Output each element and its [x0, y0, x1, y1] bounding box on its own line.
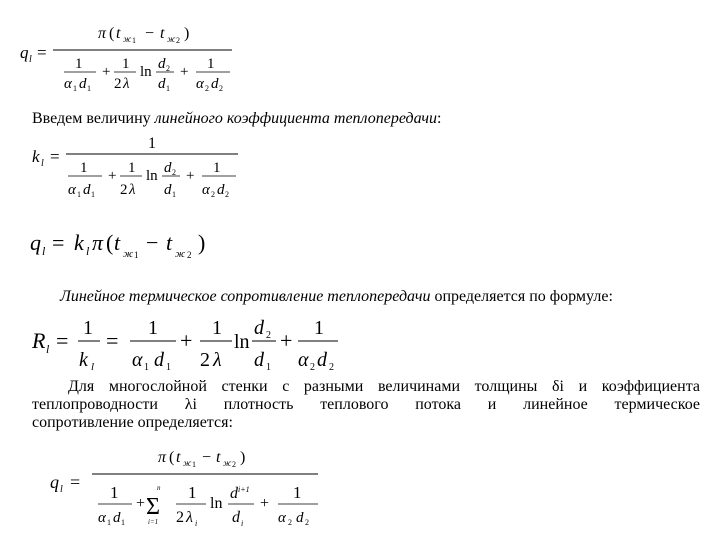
- svg-text:α: α: [202, 182, 210, 198]
- svg-text:ln: ln: [146, 168, 158, 184]
- svg-text:k: k: [32, 147, 40, 166]
- svg-text:(: (: [106, 230, 114, 255]
- svg-text:t: t: [114, 230, 121, 255]
- svg-text:t: t: [116, 25, 121, 42]
- svg-text:λ: λ: [129, 182, 136, 198]
- svg-text:l: l: [86, 244, 90, 258]
- svg-text:d: d: [79, 76, 87, 92]
- svg-text:ж: ж: [123, 248, 134, 260]
- svg-text:1: 1: [80, 160, 88, 176]
- svg-text:=: =: [70, 472, 81, 492]
- svg-text:d: d: [254, 317, 264, 339]
- svg-text:d: d: [83, 182, 91, 198]
- svg-text:1: 1: [148, 135, 156, 152]
- svg-text:i: i: [195, 519, 198, 528]
- svg-text:1: 1: [110, 483, 119, 502]
- formula-lhs-q: q: [20, 43, 29, 62]
- svg-text:2: 2: [120, 182, 128, 198]
- svg-text:ln: ln: [234, 331, 250, 353]
- svg-text:α: α: [68, 182, 76, 198]
- svg-text:=: =: [52, 230, 65, 255]
- svg-text:λ: λ: [186, 509, 193, 526]
- svg-text:1: 1: [144, 362, 149, 373]
- svg-text:d: d: [317, 349, 327, 371]
- svg-text:l: l: [42, 244, 46, 258]
- svg-text:d: d: [158, 56, 166, 72]
- svg-text:2: 2: [200, 349, 210, 371]
- formula-linear-heat-flux: [10, 10, 250, 97]
- svg-text:l: l: [41, 158, 44, 169]
- svg-text:): ): [198, 230, 206, 255]
- svg-text:d: d: [113, 510, 121, 526]
- svg-text:π: π: [158, 449, 167, 466]
- svg-text:d: d: [254, 349, 264, 371]
- svg-text:l: l: [46, 342, 50, 356]
- svg-text:2: 2: [172, 168, 176, 177]
- svg-text:1: 1: [314, 317, 324, 339]
- svg-text:t: t: [160, 25, 165, 42]
- svg-text:1: 1: [128, 160, 136, 176]
- svg-text:i+1: i+1: [238, 485, 250, 494]
- term-linear-coefficient: линейного коэффициента теплопередачи: [154, 110, 438, 127]
- svg-text:−: −: [145, 25, 155, 42]
- svg-text:1: 1: [75, 56, 83, 72]
- svg-text:k: k: [74, 230, 84, 255]
- svg-text:): ): [184, 25, 190, 42]
- svg-text:2: 2: [211, 190, 215, 199]
- svg-text:1: 1: [107, 518, 111, 527]
- svg-text:l: l: [60, 484, 63, 495]
- svg-text:d: d: [164, 182, 172, 198]
- svg-text:1: 1: [266, 362, 271, 373]
- svg-text:+: +: [108, 168, 117, 184]
- svg-text:1: 1: [166, 84, 170, 92]
- svg-text:(: (: [109, 25, 115, 42]
- svg-text:+: +: [136, 495, 146, 512]
- svg-text:d: d: [211, 76, 219, 92]
- intro-paragraph: Введем величину линейного коэффициента теплопередачи:: [32, 110, 442, 127]
- svg-text:d: d: [296, 510, 304, 526]
- svg-text:2: 2: [225, 190, 229, 199]
- svg-text:+: +: [180, 64, 189, 80]
- formula-linear-coefficient: [20, 132, 260, 215]
- formula-multilayer-heat-flux: [40, 440, 340, 541]
- svg-text:1: 1: [172, 190, 176, 199]
- svg-text:2: 2: [114, 76, 122, 92]
- sum-sign: Σ: [146, 494, 160, 520]
- svg-text:+: +: [260, 495, 270, 512]
- svg-text:=: =: [50, 147, 60, 166]
- svg-text:d: d: [158, 76, 166, 92]
- svg-text:t: t: [166, 230, 173, 255]
- svg-text:2: 2: [266, 330, 271, 341]
- svg-text:ж: ж: [123, 34, 132, 44]
- svg-text:t: t: [216, 449, 221, 466]
- svg-text:α: α: [196, 76, 204, 92]
- svg-text:ln: ln: [210, 495, 223, 512]
- svg-text:2: 2: [288, 518, 292, 527]
- svg-text:λ: λ: [213, 349, 222, 371]
- svg-text:1: 1: [83, 317, 93, 339]
- svg-text:=: =: [37, 43, 47, 62]
- svg-text:1: 1: [91, 190, 95, 199]
- svg-text:1: 1: [73, 84, 77, 92]
- term-linear-resistance: Линейное термическое сопротивление теплопередачи: [60, 288, 431, 305]
- svg-text:1: 1: [212, 317, 222, 339]
- formula-heat-flux-via-k: [20, 222, 240, 267]
- svg-text:2: 2: [176, 509, 184, 526]
- svg-text:q: q: [30, 230, 41, 255]
- svg-text:): ): [240, 449, 246, 466]
- svg-text:1: 1: [293, 483, 302, 502]
- svg-text:2: 2: [329, 362, 334, 373]
- svg-text:=: =: [56, 328, 69, 353]
- svg-text:α: α: [64, 76, 72, 92]
- svg-text:1: 1: [188, 483, 197, 502]
- multilayer-paragraph: Для многослойной стенки с разными величинами толщины δi и коэффициента теплопроводности λi плотность теплового потока и линейное термическое сопротивление определяется:: [32, 378, 700, 431]
- svg-text:ж: ж: [223, 458, 232, 468]
- svg-text:1: 1: [166, 362, 171, 373]
- svg-text:1: 1: [122, 56, 130, 72]
- svg-text:l: l: [29, 54, 32, 65]
- svg-text:π: π: [92, 230, 104, 255]
- svg-text:n: n: [157, 484, 161, 492]
- svg-text:d: d: [217, 182, 225, 198]
- svg-text:−: −: [202, 449, 212, 466]
- svg-text:d: d: [154, 349, 164, 371]
- svg-text:=: =: [106, 328, 119, 353]
- svg-text:1: 1: [87, 84, 91, 92]
- svg-text:i=1: i=1: [148, 518, 159, 526]
- svg-text:2: 2: [219, 84, 223, 92]
- svg-text:α: α: [98, 510, 106, 526]
- svg-text:1: 1: [121, 518, 125, 527]
- resistance-paragraph: Линейное термическое сопротивление теплопередачи определяется по формуле:: [60, 288, 613, 305]
- svg-text:d: d: [164, 160, 172, 176]
- svg-text:1: 1: [192, 460, 196, 469]
- svg-text:1: 1: [132, 36, 136, 45]
- svg-text:1: 1: [213, 160, 221, 176]
- svg-text:+: +: [102, 64, 111, 80]
- svg-text:d: d: [232, 509, 240, 526]
- svg-text:2: 2: [205, 84, 209, 92]
- svg-text:ж: ж: [175, 248, 186, 260]
- svg-text:2: 2: [176, 36, 180, 45]
- svg-text:+: +: [280, 328, 293, 353]
- svg-text:2: 2: [166, 64, 170, 73]
- svg-text:α: α: [132, 349, 143, 371]
- svg-text:+: +: [180, 328, 193, 353]
- svg-text:λ: λ: [123, 76, 130, 92]
- svg-text:1: 1: [77, 190, 81, 199]
- svg-text:i: i: [241, 519, 244, 528]
- svg-text:−: −: [146, 230, 159, 255]
- svg-text:l: l: [91, 361, 95, 373]
- svg-text:1: 1: [134, 250, 139, 260]
- svg-text:α: α: [278, 510, 286, 526]
- svg-text:1: 1: [207, 56, 215, 72]
- svg-text:2: 2: [310, 362, 315, 373]
- svg-text:π: π: [98, 25, 107, 42]
- formula-linear-resistance: [20, 310, 340, 379]
- svg-text:ж: ж: [183, 458, 192, 468]
- svg-text:k: k: [79, 349, 88, 371]
- svg-text:+: +: [186, 168, 195, 184]
- svg-text:R: R: [32, 328, 46, 353]
- svg-text:d: d: [230, 485, 238, 502]
- svg-text:t: t: [176, 449, 181, 466]
- svg-text:2: 2: [187, 250, 192, 260]
- svg-text:2: 2: [232, 460, 236, 469]
- svg-text:ж: ж: [167, 34, 176, 44]
- svg-text:q: q: [50, 472, 59, 492]
- svg-text:α: α: [298, 349, 309, 371]
- svg-text:2: 2: [305, 518, 309, 527]
- svg-text:1: 1: [148, 317, 158, 339]
- svg-text:ln: ln: [140, 64, 152, 80]
- svg-text:(: (: [169, 449, 175, 466]
